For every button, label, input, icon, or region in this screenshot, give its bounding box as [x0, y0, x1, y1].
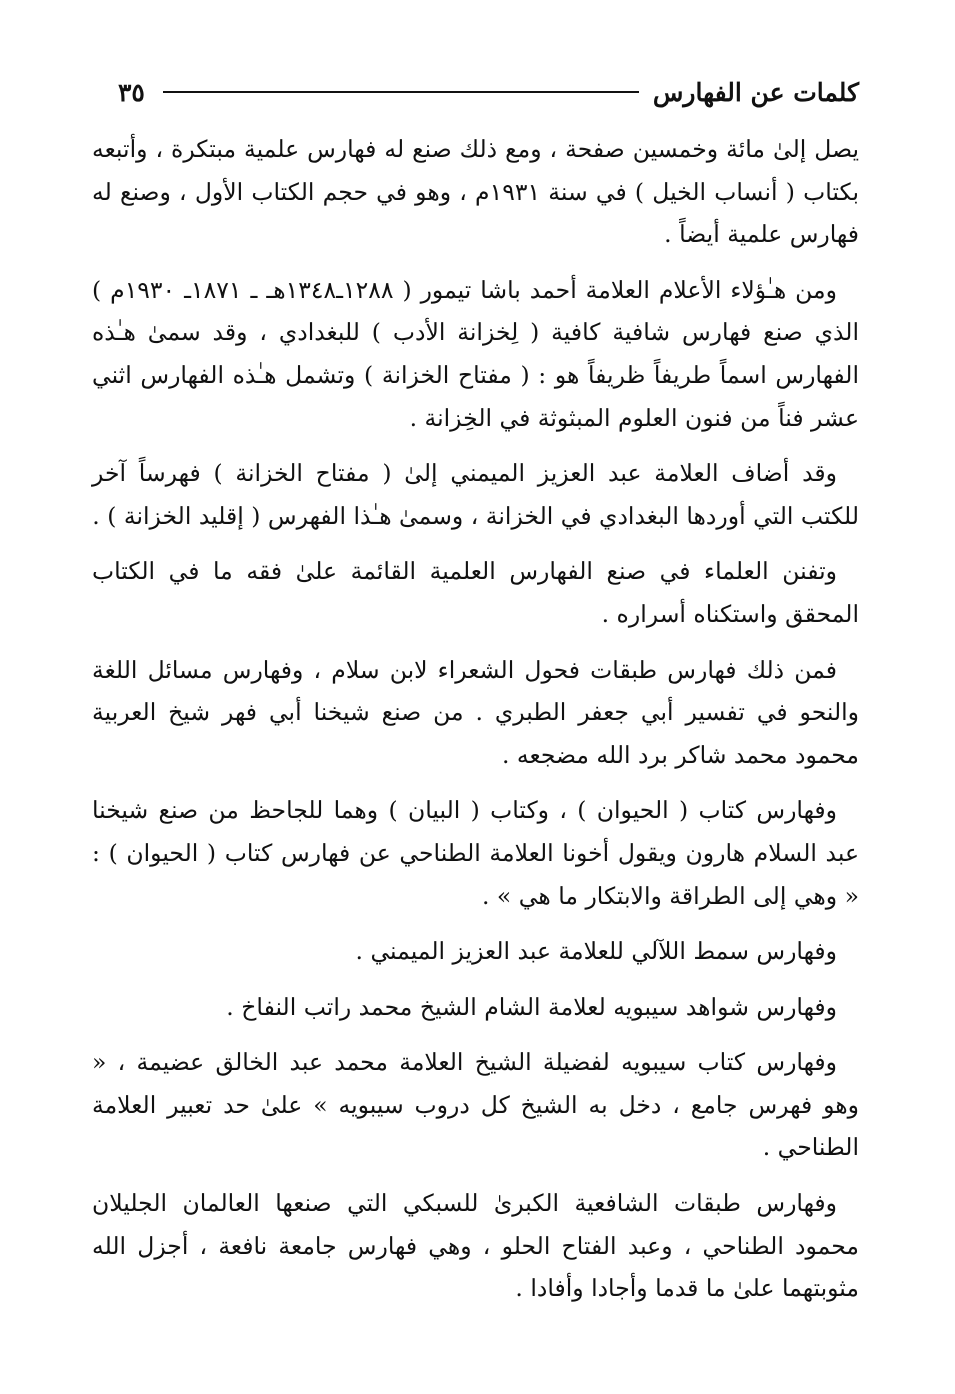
paragraph-2: ومن هـٰؤلاء الأعلام العلامة أحمد باشا تيمور ( ١٢٨٨ـ١٣٤٨هـ ـ ١٨٧١ـ ١٩٣٠م ) الذي صنع فهارس شافية كافية ( لِخزانة الأدب ) للبغدادي ، وقد سمىٰ هـٰذه الفهارس اسماً طريفاً ظريفاً هو : ( مفتاح الخزانة ) وتشمل هـٰذه الفهارس اثني عشر فناً من فنون العلوم المبثوثة في الخِزانة .	[92, 275, 859, 432]
paragraph-6: وفهارس كتاب ( الحيوان ) ، وكتاب ( البيان ) وهما للجاحظ من صنع شيخنا عبد السلام هارون ويقول أخونا العلامة الطناحي عن فهارس كتاب ( الحيوان ) : « وهي إلى الطراقة والابتكار ما هي » .	[92, 796, 859, 910]
page-header	[118, 72, 859, 112]
running-title: كلمات عن الفهارس	[652, 77, 859, 107]
paragraph-4: وتفنن العلماء في صنع الفهارس العلمية القائمة علىٰ فقه ما في الكتاب المحقق واستكناه أسراره .	[92, 557, 859, 628]
page-body	[92, 128, 859, 1310]
paragraph-1: يصل إلىٰ مائة وخمسين صفحة ، ومع ذلك صنع له فهارس علمية مبتكرة ، وأتبعه بكتاب ( أنساب الخيل ) في سنة ١٩٣١م ، وهو في حجم الكتاب الأول ، وصنع له فهارس علمية أيضاً .	[92, 135, 859, 249]
paragraph-5: فمن ذلك فهارس طبقات فحول الشعراء لابن سلام ، وفهارس مسائل اللغة والنحو في تفسير أبي جعفر الطبري . من صنع شيخنا أبي فهر شيخ العربية محمود محمد شاكر برد الله مضجعه .	[92, 655, 859, 769]
paragraph-10: وفهارس طبقات الشافعية الكبرىٰ للسبكي التي صنعها العالمان الجليلان محمود الطناحي ، وعبد الفتاح الحلو ، وهي فهارس جامعة نافعة ، أجزل الله مثوبتهما علىٰ ما قدما وأجادا وأفادا .	[92, 1189, 859, 1303]
page-number: ٣٥	[118, 77, 145, 107]
paragraph-7: وفهارس سمط اللآلي للعلامة عبد العزيز الميمني .	[355, 937, 837, 966]
paragraph-3: وقد أضاف العلامة عبد العزيز الميمني إلىٰ ( مفتاح الخزانة ) فهرساً آخر للكتب التي أوردها البغدادي في الخزانة ، وسمىٰ هـٰذا الفهرس ( إقليد الخزانة ) .	[92, 459, 859, 530]
paragraph-8: وفهارس شواهد سيبويه لعلامة الشام الشيخ محمد راتب النفاخ .	[226, 992, 837, 1021]
header-rule	[163, 91, 639, 93]
paragraph-9: وفهارس كتاب سيبويه لفضيلة الشيخ العلامة محمد عبد الخالق عضيمة ، « وهو فهرس جامع ، دخل به الشيخ كل دروب سيبويه » علىٰ حد تعبير العلامة الطناحي .	[92, 1048, 859, 1162]
